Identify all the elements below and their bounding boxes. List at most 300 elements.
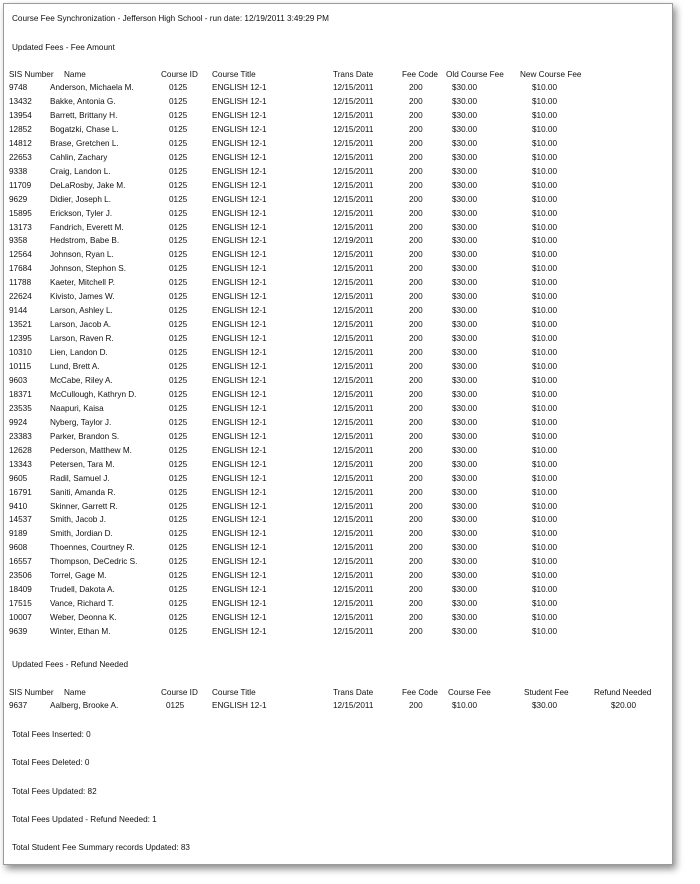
- table-row: [4, 264, 672, 278]
- cell-sis-number: 12564: [9, 250, 32, 260]
- cell-name: Winter, Ethan M.: [50, 627, 111, 636]
- cell-trans-date: 12/15/2011: [333, 166, 374, 176]
- cell-new-course-fee: $10.00: [532, 431, 558, 441]
- cell-trans-date: 12/15/2011: [333, 417, 374, 427]
- table-row: [4, 97, 672, 111]
- cell-new-course-fee: $10.00: [532, 445, 558, 455]
- table-row: [4, 460, 672, 474]
- cell-sis-number: 10310: [9, 348, 32, 358]
- cell-new-course-fee: $10.00: [532, 487, 558, 497]
- cell-sis-number: 15895: [9, 208, 32, 218]
- cell-new-course-fee: $10.00: [532, 613, 558, 623]
- cell-course-id: 0125: [169, 138, 188, 148]
- cell-course-id: 0125: [169, 306, 188, 316]
- cell-trans-date: 12/15/2011: [333, 348, 374, 358]
- table-row: [4, 599, 672, 613]
- cell-name: Bakke, Antonia G.: [50, 97, 116, 106]
- cell-sis-number: 13343: [9, 459, 32, 469]
- cell-fee-code: 200: [409, 83, 423, 92]
- cell-old-course-fee: $30.00: [452, 250, 478, 260]
- cell-trans-date: 12/15/2011: [333, 97, 374, 106]
- header-sis-number: SIS Number: [9, 70, 54, 79]
- cell-fee-code: 200: [409, 222, 423, 232]
- cell-old-course-fee: $30.00: [452, 627, 478, 636]
- report-page: [3, 3, 673, 865]
- cell-name: Erickson, Tyler J.: [50, 208, 113, 218]
- cell-course-title: ENGLISH 12-1: [212, 571, 267, 581]
- cell-course-title: ENGLISH 12-1: [212, 557, 267, 567]
- fee-amount-header-row: [4, 70, 672, 84]
- cell-old-course-fee: $30.00: [452, 431, 478, 441]
- cell-new-course-fee: $10.00: [532, 571, 558, 581]
- cell-course-id: 0125: [169, 389, 188, 399]
- cell-trans-date: 12/19/2011: [333, 236, 374, 246]
- cell-trans-date: 12/15/2011: [333, 222, 374, 232]
- cell-new-course-fee: $10.00: [532, 250, 558, 260]
- cell-name: Vance, Richard T.: [50, 599, 114, 609]
- cell-trans-date: 12/15/2011: [333, 487, 374, 497]
- cell-course-id: 0125: [169, 445, 188, 455]
- cell-fee-code: 200: [409, 97, 423, 106]
- cell-course-id: 0125: [169, 459, 188, 469]
- cell-fee-code: 200: [409, 236, 423, 246]
- header-old-course-fee: Old Course Fee: [446, 70, 504, 79]
- cell-trans-date: 12/15/2011: [333, 208, 374, 218]
- cell-new-course-fee: $10.00: [532, 557, 558, 567]
- cell-old-course-fee: $30.00: [452, 529, 478, 539]
- cell-trans-date: 12/15/2011: [333, 701, 374, 710]
- table-row: [4, 250, 672, 264]
- table-row: [4, 432, 672, 446]
- cell-course-id: 0125: [169, 362, 188, 371]
- cell-sis-number: 23506: [9, 571, 32, 581]
- cell-trans-date: 12/15/2011: [333, 320, 374, 330]
- cell-course-id: 0125: [169, 515, 188, 525]
- cell-course-id: 0125: [169, 83, 188, 92]
- table-row: [4, 306, 672, 320]
- table-row: [4, 181, 672, 195]
- cell-sis-number: 9639: [9, 627, 28, 636]
- cell-name: Pederson, Matthew M.: [50, 445, 132, 455]
- cell-trans-date: 12/15/2011: [333, 334, 374, 344]
- cell-fee-code: 200: [409, 264, 423, 274]
- table-row: [4, 557, 672, 571]
- header-sis-number: SIS Number: [9, 688, 54, 697]
- cell-fee-code: 200: [409, 459, 423, 469]
- cell-trans-date: 12/15/2011: [333, 250, 374, 260]
- cell-name: DeLaRosby, Jake M.: [50, 180, 126, 190]
- table-row: [4, 236, 672, 250]
- table-row: [4, 613, 672, 627]
- cell-old-course-fee: $30.00: [452, 264, 478, 274]
- cell-old-course-fee: $30.00: [452, 334, 478, 344]
- cell-old-course-fee: $30.00: [452, 110, 478, 120]
- cell-old-course-fee: $30.00: [452, 473, 478, 483]
- report-title: Course Fee Synchronization - Jefferson High School - run date: 12/19/2011 3:49:29 PM: [12, 14, 329, 23]
- cell-name: Parker, Brandon S.: [50, 431, 120, 441]
- cell-course-title: ENGLISH 12-1: [212, 166, 267, 176]
- table-row: [4, 404, 672, 418]
- cell-course-title: ENGLISH 12-1: [212, 292, 267, 302]
- cell-sis-number: 11709: [9, 180, 32, 190]
- cell-fee-code: 200: [409, 278, 423, 288]
- cell-fee-code: 200: [409, 473, 423, 483]
- table-row: [4, 334, 672, 348]
- cell-course-title: ENGLISH 12-1: [212, 543, 267, 553]
- cell-course-id: 0125: [169, 613, 188, 623]
- cell-sis-number: 9603: [9, 375, 28, 385]
- cell-course-title: ENGLISH 12-1: [212, 334, 267, 344]
- cell-name: Brase, Gretchen L.: [50, 138, 119, 148]
- header-fee-code: Fee Code: [402, 70, 438, 79]
- cell-sis-number: 9189: [9, 529, 28, 539]
- cell-sis-number: 23383: [9, 431, 32, 441]
- cell-trans-date: 12/15/2011: [333, 152, 374, 162]
- cell-course-id: 0125: [169, 208, 188, 218]
- cell-name: Lund, Brett A.: [50, 362, 100, 371]
- cell-old-course-fee: $30.00: [452, 403, 478, 413]
- cell-trans-date: 12/15/2011: [333, 529, 374, 539]
- cell-fee-code: 200: [409, 543, 423, 553]
- total-fees-deleted: Total Fees Deleted: 0: [12, 758, 90, 767]
- cell-name: Kaeter, Mitchell P.: [50, 278, 115, 288]
- cell-fee-code: 200: [409, 362, 423, 371]
- cell-name: Weber, Deonna K.: [50, 613, 117, 623]
- cell-fee-code: 200: [409, 501, 423, 511]
- cell-trans-date: 12/15/2011: [333, 403, 374, 413]
- cell-new-course-fee: $10.00: [532, 599, 558, 609]
- cell-name: Larson, Jacob A.: [50, 320, 111, 330]
- cell-course-title: ENGLISH 12-1: [212, 375, 267, 385]
- cell-sis-number: 16791: [9, 487, 32, 497]
- cell-fee-code: 200: [409, 180, 423, 190]
- cell-fee-code: 200: [409, 571, 423, 581]
- cell-old-course-fee: $30.00: [452, 613, 478, 623]
- cell-name: Hedstrom, Babe B.: [50, 236, 120, 246]
- table-row: [4, 376, 672, 390]
- cell-trans-date: 12/15/2011: [333, 501, 374, 511]
- header-name: Name: [64, 688, 86, 697]
- cell-course-id: 0125: [169, 599, 188, 609]
- cell-sis-number: 9748: [9, 83, 28, 92]
- cell-name: Craig, Landon L.: [50, 166, 111, 176]
- cell-course-id: 0125: [169, 264, 188, 274]
- cell-course-id: 0125: [169, 375, 188, 385]
- cell-course-title: ENGLISH 12-1: [212, 320, 267, 330]
- cell-fee-code: 200: [409, 515, 423, 525]
- cell-course-title: ENGLISH 12-1: [212, 389, 267, 399]
- cell-name: Barrett, Brittany H.: [50, 110, 118, 120]
- cell-trans-date: 12/15/2011: [333, 585, 374, 595]
- cell-course-id: 0125: [169, 222, 188, 232]
- cell-sis-number: 12395: [9, 334, 32, 344]
- cell-trans-date: 12/15/2011: [333, 83, 374, 92]
- cell-course-id: 0125: [169, 431, 188, 441]
- cell-course-title: ENGLISH 12-1: [212, 501, 267, 511]
- cell-trans-date: 12/15/2011: [333, 571, 374, 581]
- cell-course-id: 0125: [169, 194, 188, 204]
- cell-fee-code: 200: [409, 389, 423, 399]
- cell-new-course-fee: $10.00: [532, 417, 558, 427]
- cell-course-id: 0125: [169, 236, 188, 246]
- cell-new-course-fee: $10.00: [532, 138, 558, 148]
- cell-course-title: ENGLISH 12-1: [212, 97, 267, 106]
- cell-sis-number: 22653: [9, 152, 32, 162]
- cell-course-title: ENGLISH 12-1: [212, 208, 267, 218]
- cell-name: Aalberg, Brooke A.: [50, 701, 119, 710]
- cell-course-id: 0125: [169, 334, 188, 344]
- table-row: [4, 474, 672, 488]
- cell-sis-number: 18371: [9, 389, 32, 399]
- cell-sis-number: 23535: [9, 403, 32, 413]
- cell-course-id: 0125: [169, 97, 188, 106]
- cell-fee-code: 200: [409, 194, 423, 204]
- cell-old-course-fee: $30.00: [452, 320, 478, 330]
- cell-fee-code: 200: [409, 320, 423, 330]
- cell-old-course-fee: $30.00: [452, 292, 478, 302]
- cell-course-title: ENGLISH 12-1: [212, 348, 267, 358]
- cell-old-course-fee: $30.00: [452, 375, 478, 385]
- table-row: [4, 362, 672, 376]
- cell-name: Johnson, Stephon S.: [50, 264, 127, 274]
- cell-course-id: 0125: [169, 501, 188, 511]
- cell-course-id: 0125: [169, 585, 188, 595]
- cell-new-course-fee: $10.00: [532, 501, 558, 511]
- cell-sis-number: 9637: [9, 701, 28, 710]
- cell-sis-number: 10007: [9, 613, 32, 623]
- cell-course-title: ENGLISH 12-1: [212, 529, 267, 539]
- cell-course-title: ENGLISH 12-1: [212, 487, 267, 497]
- cell-course-id: 0125: [169, 180, 188, 190]
- table-row: [4, 167, 672, 181]
- cell-sis-number: 13954: [9, 110, 32, 120]
- cell-fee-code: 200: [409, 403, 423, 413]
- cell-old-course-fee: $30.00: [452, 571, 478, 581]
- cell-trans-date: 12/15/2011: [333, 515, 374, 525]
- cell-name: Anderson, Michaela M.: [50, 83, 134, 92]
- cell-old-course-fee: $30.00: [452, 236, 478, 246]
- cell-old-course-fee: $30.00: [452, 180, 478, 190]
- cell-sis-number: 9605: [9, 473, 28, 483]
- cell-trans-date: 12/15/2011: [333, 278, 374, 288]
- cell-new-course-fee: $10.00: [532, 166, 558, 176]
- table-row: [4, 153, 672, 167]
- cell-trans-date: 12/15/2011: [333, 292, 374, 302]
- cell-new-course-fee: $10.00: [532, 529, 558, 539]
- cell-old-course-fee: $30.00: [452, 306, 478, 316]
- cell-new-course-fee: $10.00: [532, 236, 558, 246]
- cell-course-id: 0125: [169, 166, 188, 176]
- header-refund-needed: Refund Needed: [594, 688, 652, 697]
- cell-course-id: 0125: [166, 701, 185, 710]
- cell-trans-date: 12/15/2011: [333, 264, 374, 274]
- cell-course-id: 0125: [169, 627, 188, 636]
- cell-course-title: ENGLISH 12-1: [212, 124, 267, 134]
- cell-sis-number: 9608: [9, 543, 28, 553]
- cell-fee-code: 200: [409, 306, 423, 316]
- cell-course-title: ENGLISH 12-1: [212, 585, 267, 595]
- cell-new-course-fee: $10.00: [532, 278, 558, 288]
- cell-course-id: 0125: [169, 250, 188, 260]
- cell-old-course-fee: $30.00: [452, 194, 478, 204]
- table-row: [4, 83, 672, 97]
- cell-student-fee: $30.00: [532, 701, 558, 710]
- cell-new-course-fee: $10.00: [532, 348, 558, 358]
- cell-trans-date: 12/15/2011: [333, 473, 374, 483]
- cell-new-course-fee: $10.00: [532, 194, 558, 204]
- cell-new-course-fee: $10.00: [532, 375, 558, 385]
- cell-old-course-fee: $30.00: [452, 124, 478, 134]
- cell-trans-date: 12/15/2011: [333, 557, 374, 567]
- cell-old-course-fee: $30.00: [452, 166, 478, 176]
- cell-name: Cahlin, Zachary: [50, 152, 108, 162]
- table-row: [4, 488, 672, 502]
- cell-trans-date: 12/15/2011: [333, 389, 374, 399]
- cell-old-course-fee: $30.00: [452, 138, 478, 148]
- cell-name: Bogatzki, Chase L.: [50, 124, 119, 134]
- cell-sis-number: 11788: [9, 278, 32, 288]
- cell-new-course-fee: $10.00: [532, 124, 558, 134]
- total-student-fee-summary: Total Student Fee Summary records Updated: 83: [12, 843, 190, 852]
- cell-old-course-fee: $30.00: [452, 278, 478, 288]
- cell-name: Didier, Joseph L.: [50, 194, 111, 204]
- cell-new-course-fee: $10.00: [532, 222, 558, 232]
- cell-old-course-fee: $30.00: [452, 348, 478, 358]
- cell-course-title: ENGLISH 12-1: [212, 222, 267, 232]
- cell-trans-date: 12/15/2011: [333, 543, 374, 553]
- cell-new-course-fee: $10.00: [532, 334, 558, 344]
- cell-name: Thoennes, Courtney R.: [50, 543, 135, 553]
- cell-old-course-fee: $30.00: [452, 208, 478, 218]
- cell-old-course-fee: $30.00: [452, 501, 478, 511]
- cell-new-course-fee: $10.00: [532, 543, 558, 553]
- section-title-refund-needed: Updated Fees - Refund Needed: [12, 660, 129, 669]
- cell-fee-code: 200: [409, 445, 423, 455]
- table-row: [4, 278, 672, 292]
- total-fees-refund-needed: Total Fees Updated - Refund Needed: 1: [12, 815, 157, 824]
- cell-trans-date: 12/15/2011: [333, 459, 374, 469]
- cell-course-title: ENGLISH 12-1: [212, 627, 267, 636]
- refund-header-row: [4, 688, 672, 702]
- header-course-fee: Course Fee: [448, 688, 491, 697]
- cell-trans-date: 12/15/2011: [333, 613, 374, 623]
- cell-old-course-fee: $30.00: [452, 585, 478, 595]
- cell-course-id: 0125: [169, 487, 188, 497]
- cell-refund-needed: $20.00: [611, 701, 637, 710]
- cell-fee-code: 200: [409, 152, 423, 162]
- cell-trans-date: 12/15/2011: [333, 180, 374, 190]
- cell-sis-number: 18409: [9, 585, 32, 595]
- cell-course-id: 0125: [169, 320, 188, 330]
- cell-course-id: 0125: [169, 292, 188, 302]
- cell-old-course-fee: $30.00: [452, 417, 478, 427]
- cell-course-title: ENGLISH 12-1: [212, 306, 267, 316]
- header-fee-code: Fee Code: [402, 688, 438, 697]
- cell-new-course-fee: $10.00: [532, 320, 558, 330]
- cell-new-course-fee: $10.00: [532, 110, 558, 120]
- cell-fee-code: 200: [409, 431, 423, 441]
- cell-new-course-fee: $10.00: [532, 208, 558, 218]
- cell-fee-code: 200: [409, 557, 423, 567]
- cell-name: Torrel, Gage M.: [50, 571, 107, 581]
- cell-new-course-fee: $10.00: [532, 180, 558, 190]
- table-row: [4, 139, 672, 153]
- cell-course-id: 0125: [169, 417, 188, 427]
- table-row: [4, 502, 672, 516]
- cell-old-course-fee: $30.00: [452, 222, 478, 232]
- table-row: [4, 111, 672, 125]
- cell-fee-code: 200: [409, 334, 423, 344]
- cell-trans-date: 12/15/2011: [333, 627, 374, 636]
- cell-course-id: 0125: [169, 278, 188, 288]
- table-row: [4, 515, 672, 529]
- cell-fee-code: 200: [409, 138, 423, 148]
- cell-course-fee: $10.00: [452, 701, 478, 710]
- cell-sis-number: 13173: [9, 222, 32, 232]
- cell-sis-number: 22624: [9, 292, 32, 302]
- header-name: Name: [64, 70, 86, 79]
- cell-fee-code: 200: [409, 375, 423, 385]
- cell-fee-code: 200: [409, 487, 423, 497]
- header-course-title: Course Title: [212, 70, 256, 79]
- cell-old-course-fee: $30.00: [452, 445, 478, 455]
- cell-course-id: 0125: [169, 152, 188, 162]
- cell-sis-number: 13432: [9, 97, 32, 106]
- cell-course-title: ENGLISH 12-1: [212, 264, 267, 274]
- cell-sis-number: 9629: [9, 194, 28, 204]
- cell-fee-code: 200: [409, 348, 423, 358]
- cell-course-id: 0125: [169, 473, 188, 483]
- cell-old-course-fee: $30.00: [452, 459, 478, 469]
- cell-name: Larson, Raven R.: [50, 334, 114, 344]
- cell-old-course-fee: $30.00: [452, 543, 478, 553]
- cell-name: Johnson, Ryan L.: [50, 250, 114, 260]
- cell-name: McCullough, Kathryn D.: [50, 389, 137, 399]
- table-row: [4, 418, 672, 432]
- cell-new-course-fee: $10.00: [532, 585, 558, 595]
- cell-course-title: ENGLISH 12-1: [212, 152, 267, 162]
- cell-new-course-fee: $10.00: [532, 292, 558, 302]
- header-trans-date: Trans Date: [333, 70, 374, 79]
- cell-fee-code: 200: [409, 417, 423, 427]
- cell-course-title: ENGLISH 12-1: [212, 194, 267, 204]
- cell-name: Petersen, Tara M.: [50, 459, 115, 469]
- cell-old-course-fee: $30.00: [452, 487, 478, 497]
- cell-new-course-fee: $10.00: [532, 264, 558, 274]
- cell-course-title: ENGLISH 12-1: [212, 459, 267, 469]
- header-course-id: Course ID: [161, 70, 198, 79]
- cell-course-id: 0125: [169, 348, 188, 358]
- cell-course-title: ENGLISH 12-1: [212, 599, 267, 609]
- cell-sis-number: 9338: [9, 166, 28, 176]
- cell-fee-code: 200: [409, 599, 423, 609]
- cell-course-title: ENGLISH 12-1: [212, 445, 267, 455]
- cell-new-course-fee: $10.00: [532, 627, 558, 636]
- cell-trans-date: 12/15/2011: [333, 599, 374, 609]
- cell-name: Smith, Jordian D.: [50, 529, 113, 539]
- table-row: [4, 348, 672, 362]
- cell-course-title: ENGLISH 12-1: [212, 362, 267, 371]
- cell-trans-date: 12/15/2011: [333, 124, 374, 134]
- cell-trans-date: 12/15/2011: [333, 445, 374, 455]
- cell-old-course-fee: $30.00: [452, 599, 478, 609]
- table-row: [4, 446, 672, 460]
- header-course-id: Course ID: [161, 688, 198, 697]
- cell-fee-code: 200: [409, 627, 423, 636]
- cell-new-course-fee: $10.00: [532, 473, 558, 483]
- cell-name: Lien, Landon D.: [50, 348, 108, 358]
- cell-course-title: ENGLISH 12-1: [212, 417, 267, 427]
